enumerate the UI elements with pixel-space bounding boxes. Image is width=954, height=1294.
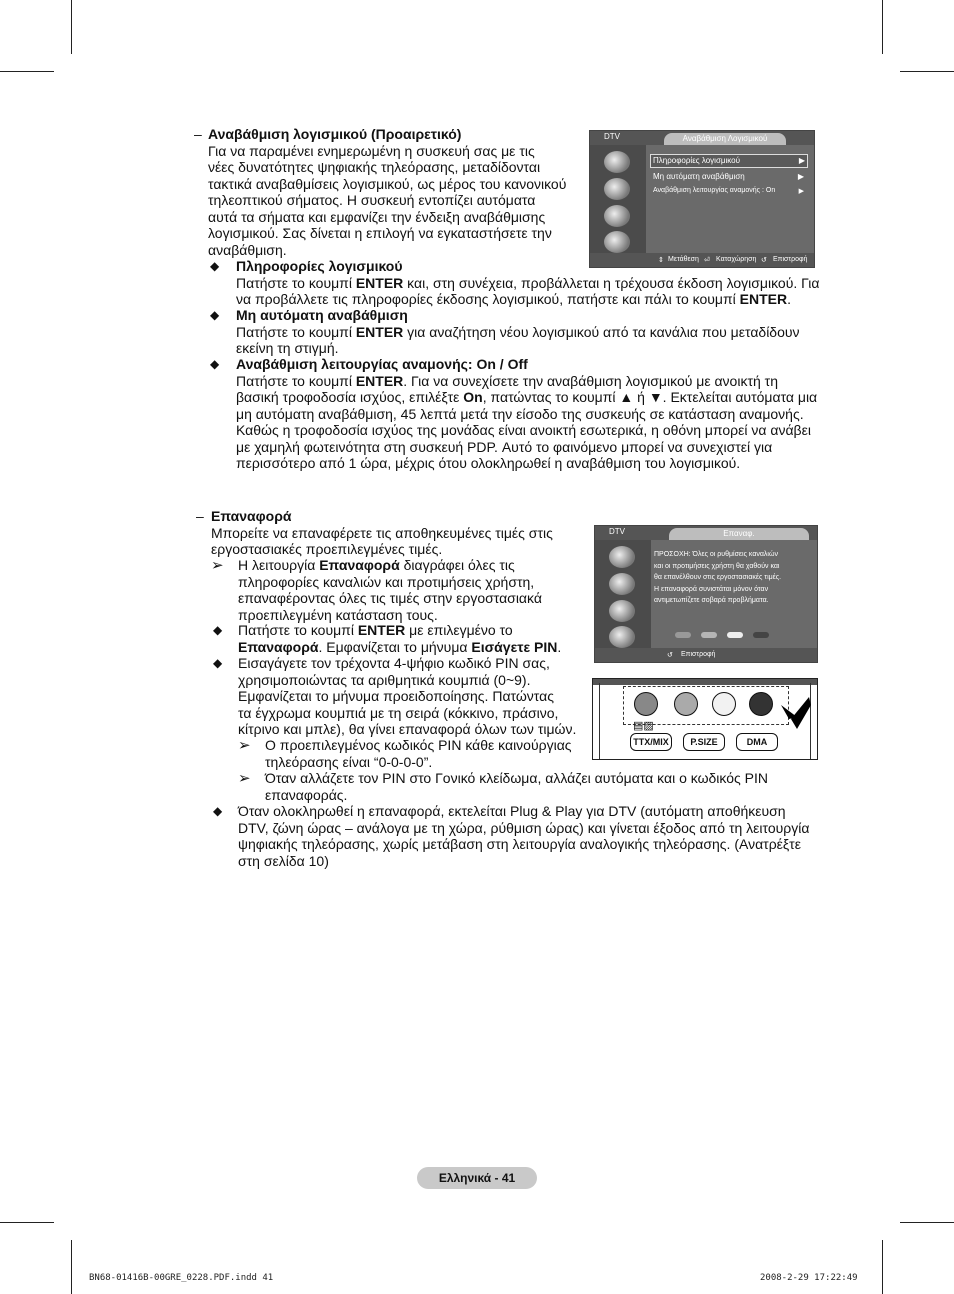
red-button[interactable]	[634, 692, 658, 716]
crop-mark	[0, 71, 54, 72]
yellow-button[interactable]	[712, 692, 736, 716]
screen-title: Αναβάθμιση Λογισμικού	[664, 133, 786, 145]
return-icon: ↺	[761, 257, 767, 264]
pin-dot	[675, 632, 691, 638]
dtv-label: DTV	[609, 527, 625, 536]
input-menu-icon	[609, 626, 635, 648]
arrow-right-icon: ▶	[798, 156, 805, 165]
intro-line: τηλεοπτικού σήματος. Η συσκευή εντοπίζει αυτόματα	[208, 192, 536, 208]
picture-menu-icon	[609, 546, 635, 568]
note-arrow-icon: ➢	[211, 557, 224, 574]
pin-dot	[727, 632, 743, 638]
note-default-pin: Ο προεπιλεγμένος κωδικός PIN κάθε καινούργιας τηλεόρασης είναι “0-0-0-0”.	[265, 737, 572, 770]
footer-move: Μετάθεση	[668, 256, 699, 263]
footer-return: Επιστροφή	[773, 256, 808, 263]
blue-button[interactable]	[749, 692, 773, 716]
diamond-bullet-icon: ◆	[213, 656, 223, 670]
intro-line: Για να παραμένει ενημερωμένη η συσκευή σας με τις	[208, 142, 535, 159]
sound-menu-icon	[609, 573, 635, 595]
arrow-right-icon: ▶	[797, 172, 804, 181]
section2-title: Επαναφορά	[211, 508, 292, 524]
footer-enter: Καταχώρηση	[716, 256, 757, 263]
intro-line: εργοστασιακές προεπιλεγμένες τιμές.	[211, 541, 443, 557]
intro-line: αναβάθμιση.	[208, 241, 287, 258]
crop-mark	[71, 1240, 72, 1294]
note-parental-pin: Όταν αλλάζετε τον PIN στο Γονικό κλείδωμα, αλλάζει αυτόματα και ο κωδικός PIN επαναφοράς.	[265, 770, 769, 803]
input-menu-icon	[604, 231, 630, 253]
screen-footer	[595, 648, 817, 662]
crop-mark	[882, 1240, 883, 1294]
return-icon: ↺	[667, 652, 673, 659]
step-plug-and-play: Όταν ολοκληρωθεί η επαναφορά, εκτελείται Plug & Play για DTV (αυτόματη αποθήκευση DTV, ζώνη ώρας – ανάλογα με τη χώρα, ρύθμιση ώρας) και γίνεται έξοδος από τη λειτουργία ψηφιακής τηλεόρασης, χωρίς μετάβαση στη λειτουργία αναλογικής τηλεόρασης. (Ανατρέξτε στη σελίδα 10)	[238, 803, 810, 869]
teletext-icon: ▤▨	[633, 720, 654, 732]
section2-dash: –	[196, 508, 204, 524]
diamond-bullet-icon: ◆	[213, 623, 223, 637]
intro-line: νέες δυνατότητες ψηφιακής τηλεόρασης, μεταδίδονται	[208, 159, 541, 175]
menu-item-software-info[interactable]: Πληροφορίες λογισμικού ▶	[650, 154, 808, 168]
intro-line: τακτικά αναβαθμίσεις λογισμικού, ως μέρος του κανονικού	[208, 175, 567, 192]
section1-dash: –	[194, 126, 202, 142]
step-press-enter: Πατήστε το κουμπί ENTER με επιλεγμένο το Επαναφορά. Εμφανίζεται το μήνυμα Εισάγετε PIN.	[238, 622, 562, 655]
dma-button[interactable]: DMA	[736, 733, 778, 751]
item-title: Αναβάθμιση λειτουργίας αναμονής: On / Off	[236, 356, 528, 372]
diamond-bullet-icon: ◆	[210, 357, 220, 371]
section1-intro	[208, 143, 566, 259]
screen-title: Επαναφ.	[669, 528, 809, 540]
setup-menu-icon	[609, 600, 635, 622]
pointer-hand-icon	[775, 697, 811, 737]
step-enter-pin: Εισαγάγετε τον τρέχοντα 4-ψήφιο κωδικό PIN σας, χρησιμοποιώντας τα αριθμητικά κουμπιά (0~9). Εμφανίζεται το μήνυμα προειδοποίησης. Πατώντας τα έγχρωμα κουμπιά με τη σειρά (κόκκινο, πράσινο, κίτρινο και μπλε), θα γίνει επαναφορά όλων των τιμών.	[238, 655, 577, 737]
crop-mark	[0, 1222, 54, 1223]
psize-button[interactable]: P.SIZE	[683, 733, 725, 751]
updown-icon: ⇕	[658, 257, 664, 264]
crop-mark	[900, 71, 954, 72]
setup-menu-icon	[604, 205, 630, 227]
menu-item-manual-upgrade[interactable]: Μη αυτόματη αναβάθμιση ▶	[653, 172, 804, 181]
note-reset-info: Η λειτουργία Επαναφορά διαγράφει όλες τις πληροφορίες καναλιών και προτιμήσεις χρήστη, επαναφέροντας όλες τις τιμές στην εργοστασιακά προεπιλεγμένη κατάσταση τους.	[238, 557, 542, 623]
menu-icon-column	[590, 145, 646, 253]
item-title: Πληροφορίες λογισμικού	[236, 258, 403, 274]
reset-warning-message: ΠΡΟΣΟΧΗ: Όλες οι ρυθμίσεις καναλιών και οι προτιμήσεις χρήστη θα χαθούν και θα επανέλθουν στις εργοστασιακές τιμές. Η επαναφορά συνιστάται μόνον όταν αντιμετωπίζετε σοβαρά προβλήματα.	[654, 551, 782, 605]
footer-return: Επιστροφή	[681, 651, 716, 658]
section2-intro	[211, 525, 553, 558]
tv-menu-screen-reset	[594, 525, 818, 663]
pin-dot	[701, 632, 717, 638]
intro-line: λογισμικού. Σας δίνεται η επιλογή να εγκαταστήσετε την	[208, 225, 552, 241]
intro-line: αυτά τα σήματα και εμφανίζει την ένδειξη αναβάθμισης	[208, 208, 546, 225]
remote-edge	[599, 683, 600, 759]
section1-title: Αναβάθμιση λογισμικού (Προαιρετικό)	[208, 126, 462, 142]
arrow-right-icon: ▶	[798, 188, 804, 195]
page-number-label: Ελληνικά - 41	[417, 1167, 537, 1189]
item-standby-upgrade: Αναβάθμιση λειτουργίας αναμονής: On / Off Πατήστε το κουμπί ENTER. Για να συνεχίσετε την αναβάθμιση λογισμικού με ανοικτή τη βασική τροφοδοσία ισχύος, επιλέξτε On, πατώντας το κουμπί ▲ ή ▼. Εκτελείται αυτόματα μια μη αυτόματη αναβάθμιση, 45 λεπτά μετά την είσοδο της συσκευής σε κατάσταση αναμονής. Καθώς η τροφοδοσία ισχύος της μονάδας είναι ανοικτή εσωτερικά, η οθόνη μπορεί να ανάβει με χαμηλή φωτεινότητα στη συσκευή PDP. Αυτό το φαινόμενο μπορεί να συνεχιστεί για περισσότερο από 1 ώρα, μέχρις ότου ολοκληρωθεί η αναβάθμιση του λογισμικού.	[236, 356, 818, 471]
remote-top-edge	[593, 679, 817, 685]
item-manual-upgrade: Μη αυτόματη αναβάθμιση Πατήστε το κουμπί ENTER για αναζήτηση νέου λογισμικού από τα κανάλια που μεταδίδουν εκείνη τη στιγμή.	[236, 307, 800, 356]
note-arrow-icon: ➢	[238, 770, 251, 787]
crop-mark	[882, 0, 883, 54]
dtv-label: DTV	[604, 132, 620, 141]
screen-footer	[590, 253, 814, 267]
pin-dot	[753, 632, 769, 638]
crop-mark	[900, 1222, 954, 1223]
diamond-bullet-icon: ◆	[210, 259, 220, 273]
slug-date-info: 2008-2-29 17:22:49	[760, 1273, 858, 1283]
intro-line: Μπορείτε να επαναφέρετε τις αποθηκευμένες τιμές στις	[211, 524, 553, 541]
diamond-bullet-icon: ◆	[213, 804, 223, 818]
note-arrow-icon: ➢	[238, 737, 251, 754]
crop-mark	[71, 0, 72, 54]
diamond-bullet-icon: ◆	[210, 308, 220, 322]
item-software-info: Πληροφορίες λογισμικού Πατήστε το κουμπί ENTER και, στη συνέχεια, προβάλλεται η τρέχουσα έκδοση λογισμικού. Για να προβάλλετε τις πληροφορίες έκδοσης λογισμικού, πατήστε και πάλι το κουμπί ENTER.	[236, 258, 820, 307]
ttx-mix-button[interactable]: TTX/MIX	[630, 733, 672, 751]
menu-item-standby-upgrade[interactable]: Αναβάθμιση λειτουργίας αναμονής : On ▶	[653, 187, 804, 195]
sound-menu-icon	[604, 178, 630, 200]
tv-menu-screen-software-upgrade	[589, 130, 815, 268]
green-button[interactable]	[674, 692, 698, 716]
slug-file-info: BN68-01416B-00GRE_0228.PDF.indd 41	[89, 1273, 274, 1283]
remote-control-illustration	[592, 678, 818, 760]
picture-menu-icon	[604, 151, 630, 173]
item-title: Μη αυτόματη αναβάθμιση	[236, 307, 408, 323]
menu-icon-column	[595, 540, 651, 648]
enter-icon: ⏎	[704, 257, 710, 264]
